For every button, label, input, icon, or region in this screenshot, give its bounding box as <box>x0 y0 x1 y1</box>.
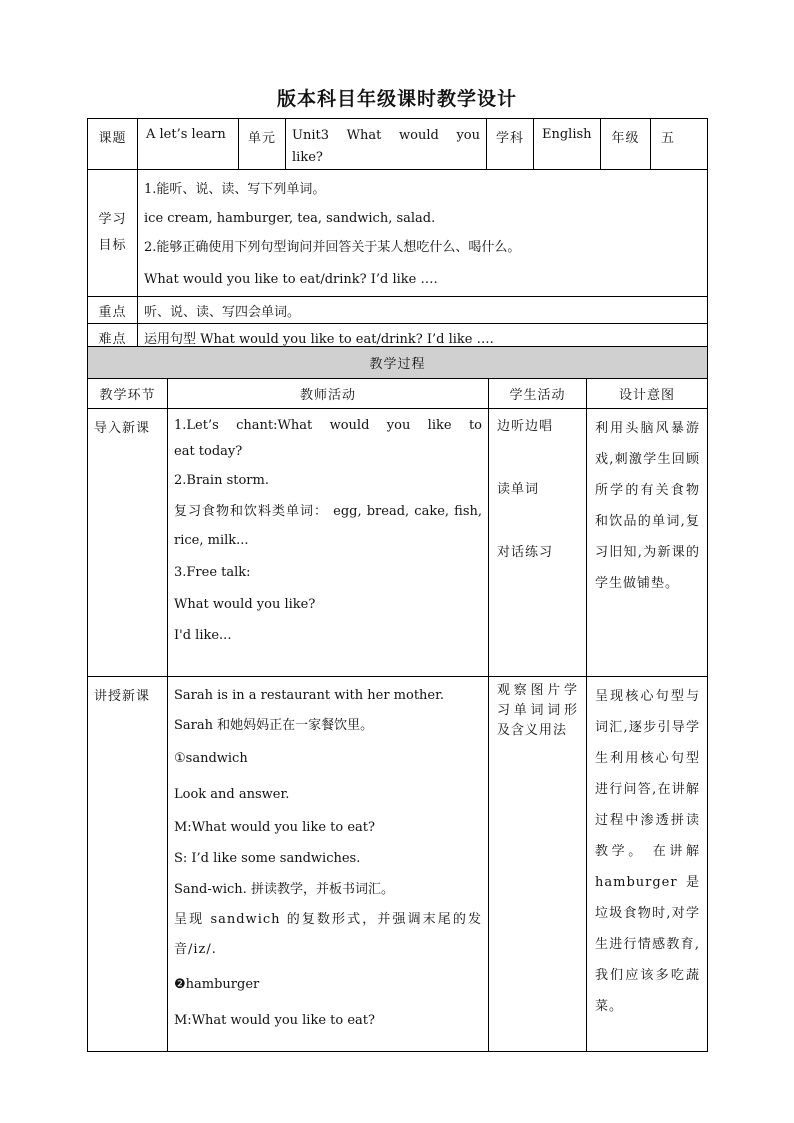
process-table <box>87 346 708 1052</box>
teacher-line: Sand-wich. 拼读教学，并板书词汇。 <box>174 882 394 897</box>
key-point-value: 听、说、读、写四会单词。 <box>138 297 708 324</box>
teacher-line: 2.Brain storm. <box>174 473 269 488</box>
teacher-line: I'd like... <box>174 628 232 643</box>
info-table <box>87 118 708 351</box>
student-line: 读单词 <box>497 482 540 497</box>
unit-value: Unit3 What would you like? <box>286 119 487 170</box>
teacher-line: 复习食物和饮料类单词： egg, bread, cake, fish, rice, milk... <box>174 504 482 548</box>
page-title: 版本科目年级课时教学设计 <box>276 88 517 110</box>
teacher-activity-cell <box>168 677 489 1052</box>
objectives-cell <box>138 170 708 297</box>
label-objectives: 学习目标 <box>88 170 138 297</box>
objective-line: 1.能听、说、读、写下列单词。 <box>144 182 326 197</box>
teacher-activity-cell <box>168 409 496 677</box>
student-activity-cell <box>489 409 587 677</box>
intent-cell: 呈现核心句型与词汇,逐步引导学生利用核心句型进行问答,在讲解过程中渗透拼读教学。 在讲解hamburger 是垃圾食物时,对学生进行情感教育,我们应该多吃蔬菜。 <box>587 677 708 1052</box>
subject-value: English <box>534 119 601 170</box>
teacher-line: 呈现 sandwich 的复数形式，并强调末尾的发音/iz/. <box>174 912 482 957</box>
objective-line: ice cream, hamburger, tea, sandwich, salad. <box>144 211 436 226</box>
student-activity-cell: 观察图片学习单词词形及含义用法 <box>489 677 587 1052</box>
stage-cell: 讲授新课 <box>88 677 168 1052</box>
teacher-line: S: I’d like some sandwiches. <box>174 851 361 866</box>
teacher-line: 3.Free talk: <box>174 565 251 580</box>
student-line: 边听边唱 <box>497 419 554 434</box>
topic-value: A let’s learn <box>138 119 239 170</box>
label-key-point: 重点 <box>88 297 138 324</box>
teacher-line: M:What would you like to eat? <box>174 1013 375 1028</box>
label-grade: 年级 <box>601 119 651 170</box>
label-difficulty: 难点 <box>88 324 138 351</box>
objective-line: What would you like to eat/drink? I’d like …. <box>144 272 438 287</box>
label-topic: 课题 <box>88 119 138 170</box>
student-line: 对话练习 <box>497 545 554 560</box>
difficulty-value: 运用句型 What would you like to eat/drink? I’d like …. <box>138 324 708 351</box>
teacher-line: Sarah 和她妈妈正在一家餐饮里。 <box>174 718 374 733</box>
header-teacher: 教师活动 <box>168 379 489 409</box>
header-student: 学生活动 <box>489 379 587 409</box>
teacher-line: Sarah is in a restaurant with her mother. <box>174 688 445 703</box>
teacher-line: Look and answer. <box>174 787 290 802</box>
objective-line: 2.能够正确使用下列句型询问并回答关于某人想吃什么、喝什么。 <box>144 240 521 255</box>
teacher-line: 1.Let’s chant:What would you like to eat today? <box>174 418 496 459</box>
teacher-line: ❷hamburger <box>174 977 260 992</box>
teacher-line: ①sandwich <box>174 751 248 766</box>
grade-value: 五 <box>651 119 708 170</box>
teacher-line: What would you like? <box>174 597 316 612</box>
label-subject: 学科 <box>487 119 534 170</box>
process-section-title: 教学过程 <box>88 347 708 379</box>
stage-cell: 导入新课 <box>88 409 168 677</box>
header-stage: 教学环节 <box>88 379 168 409</box>
label-unit: 单元 <box>239 119 286 170</box>
header-intent: 设计意图 <box>587 379 708 409</box>
intent-cell: 利用头脑风暴游戏,刺激学生回顾所学的有关食物和饮品的单词,复习旧知,为新课的学生做铺垫。 <box>587 409 708 677</box>
teacher-line: M:What would you like to eat? <box>174 820 375 835</box>
